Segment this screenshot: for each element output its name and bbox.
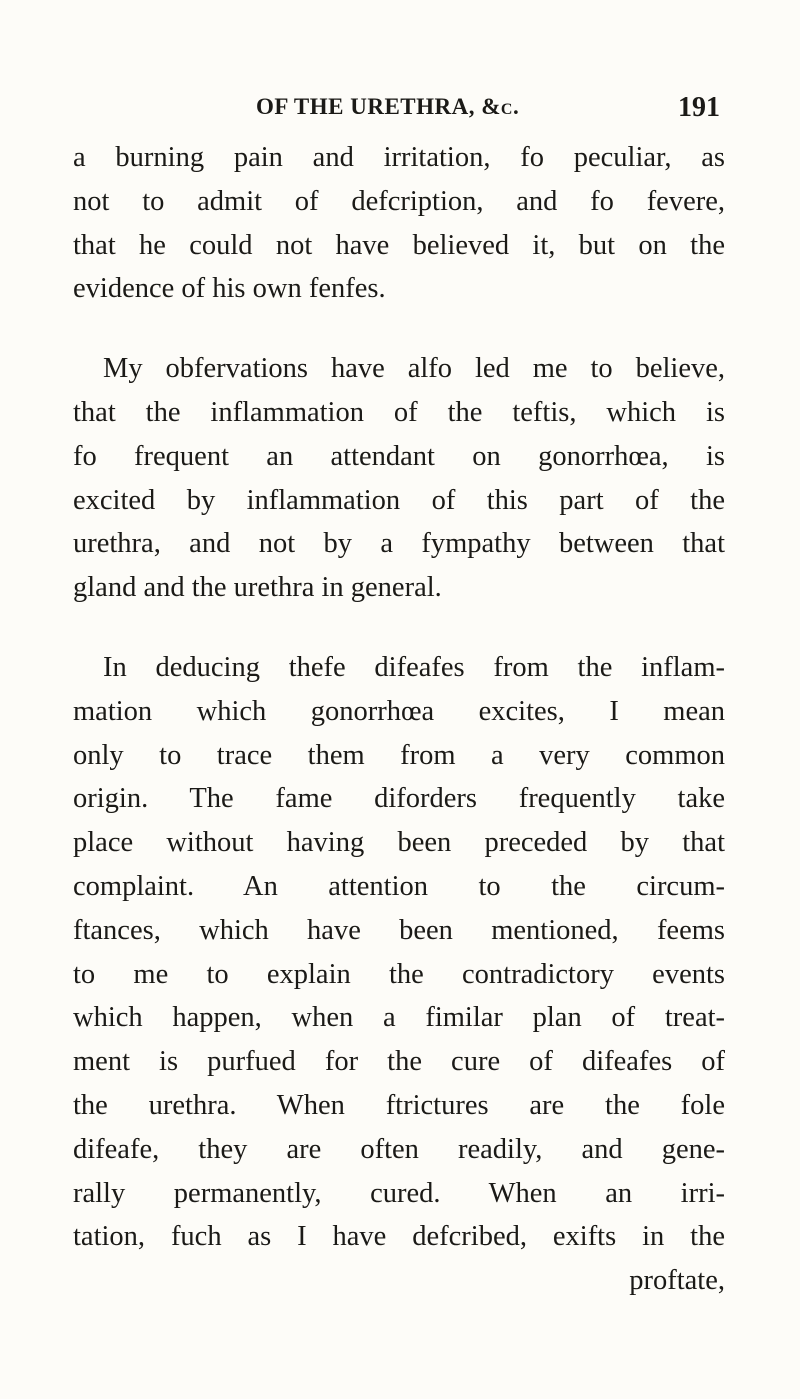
text-line: In deducing thefe difeafes from the inflam-	[103, 651, 725, 683]
text-line: urethra, and not by a fympathy between that	[73, 528, 725, 560]
text-line: that he could not have believed it, but on the	[73, 229, 725, 261]
page-number: 191	[678, 92, 720, 123]
text-line: that the inflammation of the teftis, which is	[73, 396, 725, 428]
text-line: only to trace them from a very common	[73, 739, 725, 771]
text-line: ment is purfued for the cure of difeafes of	[73, 1046, 725, 1078]
paragraph-gap	[73, 610, 725, 646]
text-line: place without having been preceded by that	[73, 827, 725, 859]
body-text	[73, 136, 725, 1303]
text-line: complaint. An attention to the circum-	[73, 870, 725, 902]
paragraph-gap	[73, 311, 725, 347]
text-line: origin. The fame diforders frequently take	[73, 783, 725, 815]
text-line: which happen, when a fimilar plan of treat-	[73, 1002, 725, 1034]
paragraph-1	[73, 136, 725, 311]
text-line: to me to explain the contradictory events	[73, 958, 725, 990]
text-line: not to admit of defcription, and fo fevere,	[73, 185, 725, 217]
text-line: a burning pain and irritation, fo peculiar, as	[73, 142, 725, 173]
text-line: excited by inflammation of this part of the	[73, 484, 725, 516]
text-line: mation which gonorrhœa excites, I mean	[73, 695, 725, 727]
running-title: OF THE URETHRA, &c.	[256, 94, 520, 119]
text-line: the urethra. When ftrictures are the fole	[73, 1089, 725, 1121]
paragraph-2	[73, 347, 725, 610]
text-line: ftances, which have been mentioned, feems	[73, 914, 725, 946]
text-line: rally permanently, cured. When an irri-	[73, 1177, 725, 1209]
running-head	[256, 94, 720, 128]
text-line: evidence of his own fenfes.	[73, 273, 386, 305]
text-line: difeafe, they are often readily, and gene-	[73, 1133, 725, 1165]
text-line: fo frequent an attendant on gonorrhœa, is	[73, 440, 725, 472]
text-line: My obfervations have alfo led me to believe,	[103, 353, 725, 385]
text-line: tation, fuch as I have defcribed, exifts in the	[73, 1221, 725, 1253]
text-line: gland and the urethra in general.	[73, 572, 442, 604]
paragraph-3	[73, 646, 725, 1303]
catchword: proftate,	[629, 1265, 725, 1297]
